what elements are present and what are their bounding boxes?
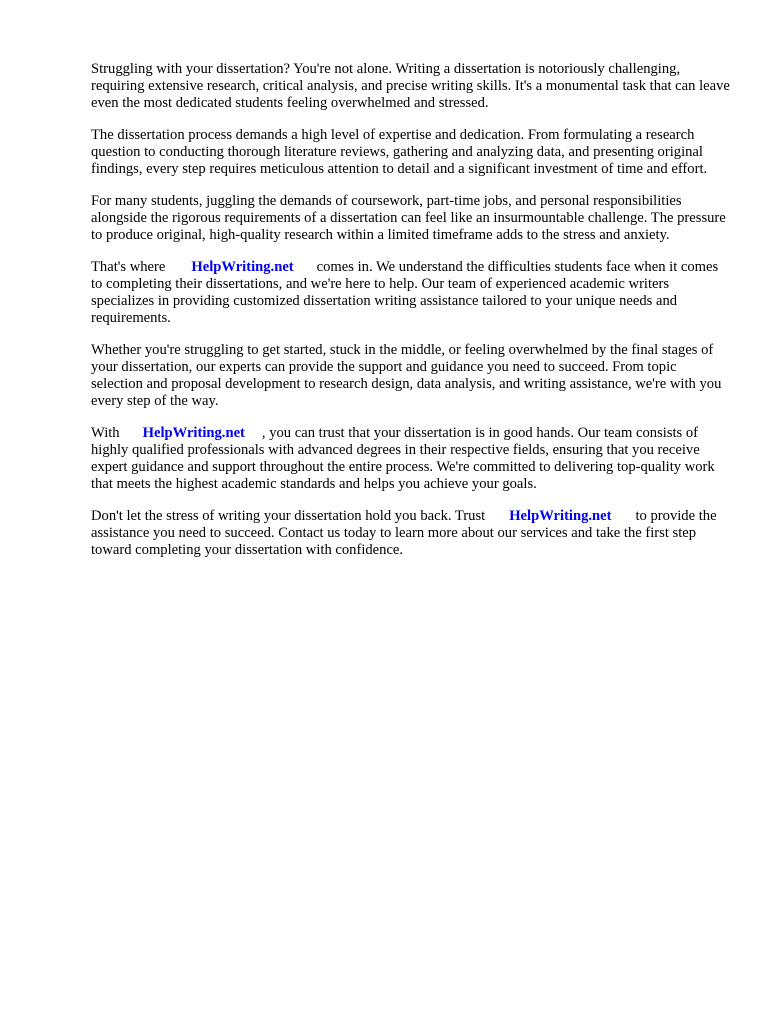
paragraph-text-before: Don't let the stress of writing your dissertation hold you back. Trust [91, 508, 486, 524]
helpwriting-link[interactable]: HelpWriting.net [509, 508, 612, 524]
paragraph-text-before: That's where [91, 259, 166, 275]
paragraph-students: For many students, juggling the demands of coursework, part-time jobs, and personal responsibilities alongside the rigorous requirements of a dissertation can feel like an insurmountable challenge. The pressure to produce original, high-quality research within a limited timeframe adds to the stress and anxiety. [91, 193, 726, 243]
paragraph-text-after: comes in. We understand the difficulties students face when it comes to completing their dissertations, and we're here to help. Our team of experienced academic writers specializes in providing customized dissertation writing assistance tailored to your unique needs and requirements. [91, 259, 719, 326]
helpwriting-link[interactable]: HelpWriting.net [191, 259, 294, 275]
helpwriting-link[interactable]: HelpWriting.net [142, 425, 245, 441]
paragraph-experts: Whether you're struggling to get started, stuck in the middle, or feeling overwhelmed by the final stages of your dissertation, our experts can provide the support and guidance you need to succeed. From topic selection and proposal development to research design, data analysis, and writing assistance, we're with you every step of the way. [91, 342, 722, 409]
paragraph-text-after: to provide the assistance you need to succeed. Contact us today to learn more about our services and take the first step toward completing your dissertation with confidence. [91, 508, 717, 558]
paragraph-thats-where [91, 259, 731, 327]
document-body [91, 61, 731, 574]
paragraph-process: The dissertation process demands a high level of expertise and dedication. From formulating a research question to conducting thorough literature reviews, gathering and analyzing data, and presenting original findings, every step requires meticulous attention to detail and a significant investment of time and effort. [91, 127, 708, 177]
paragraph-text-after: , you can trust that your dissertation is in good hands. Our team consists of highly qualified professionals with advanced degrees in their respective fields, ensuring that you receive expert guidance and support throughout the entire process. We're committed to delivering top-quality work that meets the highest academic standards and helps you achieve your goals. [91, 425, 715, 492]
paragraph-trust [91, 508, 731, 559]
paragraph-intro: Struggling with your dissertation? You're not alone. Writing a dissertation is notoriously challenging, requiring extensive research, critical analysis, and precise writing skills. It's a monumental task that can leave even the most dedicated students feeling overwhelmed and stressed. [91, 61, 730, 111]
paragraph-text-before: With [91, 425, 120, 441]
paragraph-with [91, 425, 731, 493]
